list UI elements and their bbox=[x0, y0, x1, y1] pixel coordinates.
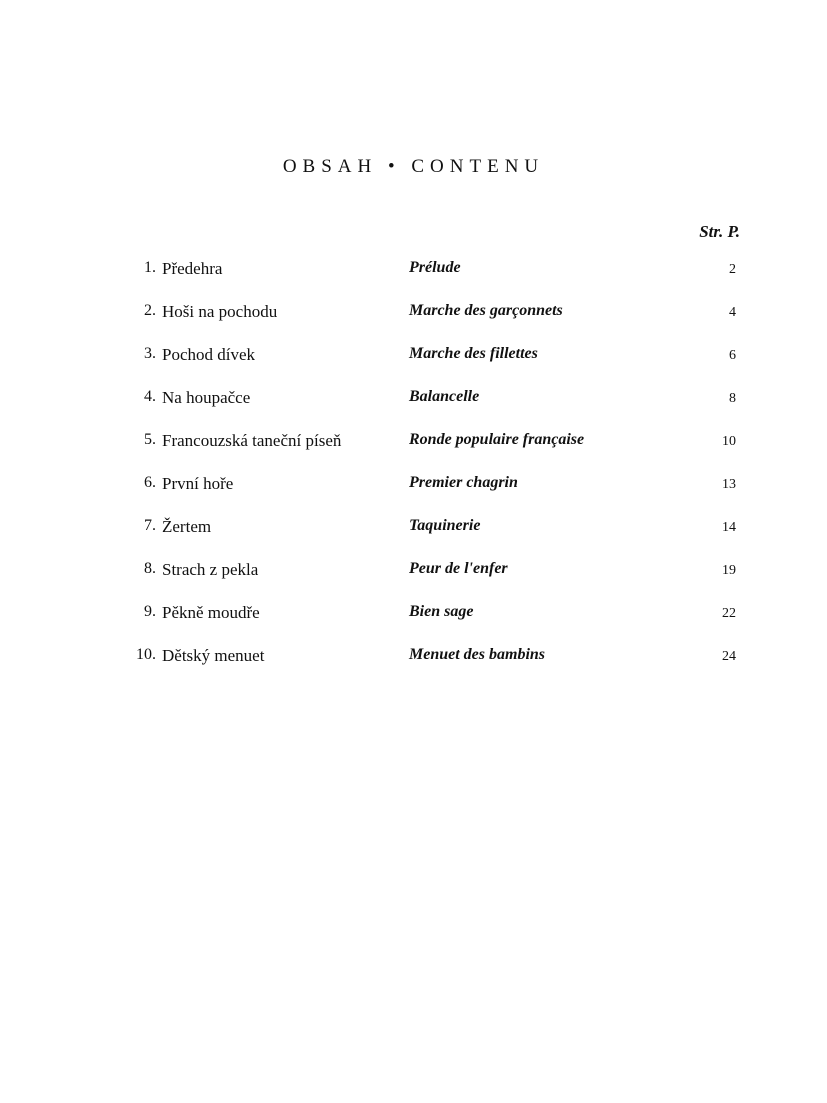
entry-czech-title: Francouzská taneční píseň bbox=[162, 431, 342, 450]
entry-number: 4. bbox=[144, 388, 156, 405]
entry-page: 19 bbox=[722, 563, 736, 578]
toc-entry-10 bbox=[0, 642, 827, 685]
entry-french-title: Ronde populaire française bbox=[409, 431, 585, 448]
entry-number: 10. bbox=[136, 646, 156, 663]
toc-entry-1 bbox=[0, 255, 827, 298]
entry-number: 8. bbox=[144, 560, 156, 577]
entry-french-title: Marche des garçonnets bbox=[409, 302, 563, 319]
entry-french-title: Menuet des bambins bbox=[409, 646, 546, 663]
toc-entry-5 bbox=[0, 427, 827, 470]
entry-french-title: Taquinerie bbox=[409, 517, 481, 534]
entry-french-title: Marche des fillettes bbox=[409, 345, 538, 362]
entry-page: 22 bbox=[722, 606, 736, 621]
entry-page: 2 bbox=[729, 262, 736, 277]
toc-entry-2 bbox=[0, 298, 827, 341]
entry-number: 7. bbox=[144, 517, 156, 534]
toc-entry-4 bbox=[0, 384, 827, 427]
toc-entry-9 bbox=[0, 599, 827, 642]
entry-czech-title: Strach z pekla bbox=[162, 560, 259, 579]
toc-entry-8 bbox=[0, 556, 827, 599]
entry-czech-title: Na houpačce bbox=[162, 388, 251, 407]
entry-czech-title: Předehra bbox=[162, 259, 223, 278]
toc-entry-3 bbox=[0, 341, 827, 384]
entry-page: 8 bbox=[729, 391, 736, 406]
entry-french-title: Bien sage bbox=[409, 603, 474, 620]
entry-number: 6. bbox=[144, 474, 156, 491]
entry-czech-title: Dětský menuet bbox=[162, 646, 265, 665]
page-column-label: Str. P. bbox=[699, 222, 740, 241]
entry-page: 14 bbox=[722, 520, 736, 535]
entry-page: 6 bbox=[729, 348, 736, 363]
entry-french-title: Premier chagrin bbox=[409, 474, 518, 491]
entry-french-title: Prélude bbox=[409, 259, 461, 276]
entry-czech-title: Hoši na pochodu bbox=[162, 302, 278, 321]
entry-czech-title: Pěkně moudře bbox=[162, 603, 260, 622]
toc-entry-6 bbox=[0, 470, 827, 513]
entry-number: 1. bbox=[144, 259, 156, 276]
entry-number: 9. bbox=[144, 603, 156, 620]
page-title: OBSAH • CONTENU bbox=[282, 156, 545, 177]
entry-page: 13 bbox=[722, 477, 736, 492]
entry-number: 3. bbox=[144, 345, 156, 362]
entry-french-title: Peur de l'enfer bbox=[409, 560, 508, 577]
entry-number: 5. bbox=[144, 431, 156, 448]
toc-list bbox=[0, 255, 827, 685]
entry-czech-title: Pochod dívek bbox=[162, 345, 256, 364]
toc-entry-7 bbox=[0, 513, 827, 556]
entry-page: 24 bbox=[722, 649, 736, 664]
entry-czech-title: Žertem bbox=[162, 517, 212, 536]
entry-czech-title: První hoře bbox=[162, 474, 234, 493]
entry-french-title: Balancelle bbox=[409, 388, 480, 405]
entry-number: 2. bbox=[144, 302, 156, 319]
entry-page: 10 bbox=[722, 434, 736, 449]
entry-page: 4 bbox=[729, 305, 736, 320]
